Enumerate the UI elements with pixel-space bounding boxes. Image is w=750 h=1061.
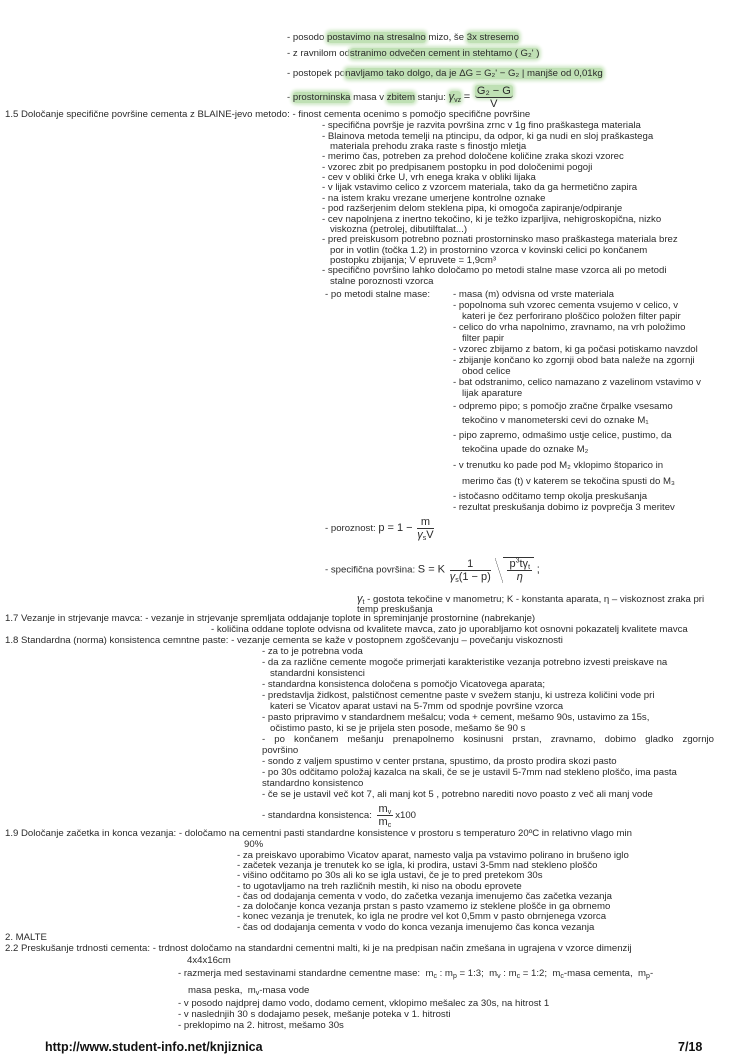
list-item: - preklopimo na 2. hitrost, mešamo 30s bbox=[178, 1020, 344, 1031]
formula-text: ; bbox=[536, 563, 540, 576]
list-item: - sondo z valjem spustimo v center prstana, spustimo, da prosto prodira skozi pasto bbox=[262, 756, 617, 767]
list-item: tekočino v manometerski cevi do oznake M₁ bbox=[462, 415, 649, 426]
formula-text: x100 bbox=[395, 810, 417, 822]
formula-subscript: t bbox=[362, 599, 365, 606]
formula-subscript: v bbox=[497, 973, 501, 980]
heading-text: 2.2 Preskušanje trdnosti cementa: bbox=[5, 943, 151, 954]
list-item: očistimo pasto, ki se je prijela sten posode, mešamo še 90 s bbox=[270, 723, 526, 734]
list-item: - specifično površino lahko določamo po metodi stalne mase vzorca ali po metodi bbox=[322, 265, 667, 277]
formula-subscript: s bbox=[455, 576, 459, 584]
list-item: - istočasno odčitamo temp okolja preskušanja bbox=[453, 491, 648, 502]
formula-lhs: p = 1 − bbox=[378, 522, 413, 535]
list-item: - vzorec zbijamo z batom, ki ga počasi potiskamo navzdol bbox=[453, 344, 698, 355]
ratio-label: - razmerja med sestavinami standardne cementne mase: bbox=[178, 968, 421, 979]
list-item: - za to je potrebna voda bbox=[262, 646, 363, 657]
list-item: standardni konsistenci bbox=[270, 668, 365, 679]
formula-text: -masa vode bbox=[259, 985, 310, 996]
list-item: merimo čas (t) v katerem se tekočina spusti do M₃ bbox=[462, 476, 675, 487]
list-item: površino bbox=[262, 745, 299, 756]
list-item: materiala prehodu zraka raste s finostjo mletja bbox=[330, 141, 527, 153]
formula-text: p bbox=[509, 558, 516, 570]
list-item: - v naslednjih 30 s dodajamo pesek, mešanje poteka v 1. hitrosti bbox=[178, 1009, 451, 1020]
formula-label: - poroznost: bbox=[325, 523, 376, 535]
text-line bbox=[287, 69, 603, 79]
section-heading-1-7 bbox=[5, 614, 535, 624]
list-item: - zbijanje končano ko zgornji obod bata naleže na zgornji bbox=[453, 355, 695, 366]
text-segment: - posodo bbox=[287, 32, 328, 43]
text-segment: masa v bbox=[350, 92, 387, 104]
list-item: - cev v obliki črke U, vrh enega kraka v obliki lijaka bbox=[322, 172, 536, 184]
list-item: - če se je ustavil več kot 7, ali manj kot 5 , potrebno narediti novo poasto z več ali manj vode bbox=[262, 789, 653, 800]
highlighted-text: 3x stresemo bbox=[466, 32, 519, 43]
section-heading-2-2 bbox=[5, 944, 632, 954]
text-line bbox=[287, 33, 519, 43]
list-item: - določamo na cementni pasti standardne konsistence v prostoru s temperaturo 20ºC in relativno vlago min bbox=[178, 828, 632, 839]
formula-subscript: v bbox=[387, 809, 392, 816]
formula-subscript: c bbox=[560, 973, 564, 980]
list-item: - v lijak vstavimo celico z vzorcem materiala, tako da ga hermetično zapira bbox=[322, 182, 638, 194]
text-segment: mizo, še bbox=[425, 32, 467, 43]
list-item: - cev napolnjena z inertno tekočino, ki je težko izparljiva, nehigroskopična, nizko bbox=[322, 213, 662, 225]
formula-text: -masa cementa, bbox=[563, 968, 633, 979]
list-item: - vezanje in strjevanje spremljata oddajanje toplote in spreminjanje prostornine (nabrekanje) bbox=[145, 613, 536, 624]
list-item: viskozna (petrolej, dibutilftalat...) bbox=[330, 223, 468, 235]
text-segment: - bbox=[287, 92, 293, 104]
list-item: - standardna konsistenca določena s pomočjo Vicatovega aparata; bbox=[262, 679, 546, 690]
porosity-formula bbox=[325, 516, 436, 541]
formula-symbol: γ bbox=[448, 91, 455, 104]
list-item: - čas od dodajanja cementa v vodo, do začetka vezanja imenujemo čas začetka vezanja bbox=[237, 890, 612, 902]
highlighted-text: navljamo tako dolgo, da je ΔG = G₂' − G₂ | manjše od 0,01kg bbox=[345, 68, 603, 79]
formula-text: : m bbox=[500, 968, 517, 979]
list-item: - vzorec zbit po predpisanem postopku in pod določenimi pogoji bbox=[322, 161, 593, 173]
formula-subscript: p bbox=[452, 973, 457, 980]
list-item: - začetek vezanja je trenutek ko se igla, ki prodira, ustavi 3-5mm nad stekleno ploščo bbox=[237, 859, 598, 871]
list-item: stalne poroznosti vzorca bbox=[330, 275, 434, 287]
source-url-link[interactable]: http://www.student-info.net/knjiznica bbox=[45, 1040, 263, 1054]
chapter-heading: 2. MALTE bbox=[5, 932, 47, 943]
list-item: filter papir bbox=[462, 333, 505, 344]
formula-denominator bbox=[417, 529, 433, 541]
list-item: - odpremo pipo; s pomočjo zračne črpalke vsesamo bbox=[453, 401, 673, 412]
formula-numerator: G₂ − G bbox=[476, 85, 511, 97]
list-item: - pipo zapremo, odmašimo ustje celice, pustimo, da bbox=[453, 430, 672, 441]
formula-subscript: v bbox=[255, 990, 260, 997]
list-item: - na istem kraku vrezane umerjene kontrolne oznake bbox=[322, 192, 546, 204]
list-item: - celico do vrha napolnimo, zravnamo, na vrh položimo bbox=[453, 322, 686, 333]
formula-label: - specifična površina: bbox=[325, 564, 416, 576]
list-item: - bat odstranimo, celico namazano z vazelinom vstavimo v bbox=[453, 377, 701, 388]
list-item: - specifična površje je razvita površina zrnc v 1g fino praškastega materiala bbox=[322, 120, 641, 132]
method-label: - po metodi stalne mase: bbox=[325, 289, 431, 300]
formula-subscript: p bbox=[646, 973, 650, 980]
formula-text: tγ bbox=[519, 558, 529, 570]
list-item: - pod razšerjenim delom steklena pipa, ki omogoča zapiranje/odpiranje bbox=[322, 203, 623, 215]
formula-equals: = bbox=[463, 91, 471, 104]
formula-subscript: s bbox=[422, 535, 427, 542]
formula-text: = 1:2; bbox=[520, 968, 548, 979]
square-root bbox=[503, 557, 534, 583]
formula-symbol: γ bbox=[417, 529, 423, 541]
list-item: - konec vezanja je trenutek, ko igla ne prodre vel kot 0,5mm v pasto obrnjenega vzorca bbox=[237, 911, 607, 923]
list-item: - pred preiskusom potrebno poznati prostorninsko maso praškastega materiala brez bbox=[322, 234, 678, 246]
list-item: - čas od dodajanja cementa v vodo do konca vezanja imenujemo čas konca vezanja bbox=[237, 921, 595, 933]
highlighted-text: prostorninska bbox=[292, 92, 351, 104]
formula-subscript: vz bbox=[454, 97, 462, 105]
list-item: - predstavlja židkost, palstičnost cementne paste v svežem stanju, ki ustreza količini vode pri bbox=[262, 690, 655, 701]
section-heading-1-8 bbox=[5, 636, 563, 646]
heading-text: 1.9 Določanje začetka in konca vezanja: bbox=[5, 828, 177, 839]
ratio-line-continued bbox=[188, 986, 309, 996]
list-item: - da za različne cemente mogoče primerjati karakteristike vezanja potrebno izvesti preiskave na bbox=[262, 657, 668, 668]
formula-text: masa peska, bbox=[188, 985, 243, 996]
formula-subscript: c bbox=[516, 973, 521, 980]
list-item: - masa (m) odvisna od vrste materiala bbox=[453, 289, 615, 300]
list-item: - popolnoma suh vzorec cementa vsujemo v celico, v bbox=[453, 300, 679, 311]
heading-text: 1.5 Določanje specifične površine cementa z BLAINE-jevo metodo: bbox=[5, 109, 290, 120]
formula-text: m bbox=[489, 968, 498, 979]
highlighted-text: zbitem bbox=[386, 92, 415, 104]
list-item: - vezanje cementa se kaže v postopnem zgoščevanju – povečanju viskoznosti bbox=[231, 635, 563, 646]
consistency-formula bbox=[262, 803, 416, 828]
formula-symbol: γ bbox=[357, 593, 363, 605]
ratio-line bbox=[178, 969, 653, 979]
list-item: - količina oddane toplote odvisna od kvalitete mavca, zato jo uporabljamo kot osnovni pokazatelj kvalitete mavca bbox=[211, 624, 688, 635]
formula-text: = 1:3; bbox=[456, 968, 484, 979]
highlighted-text: postavimo na stresalno bbox=[327, 32, 426, 43]
list-item: lijak aparature bbox=[462, 388, 523, 399]
highlighted-text: stranimo odvečen cement in stehtamo ( G₂' ) bbox=[349, 48, 540, 59]
legend-line: temp preskušanja bbox=[357, 604, 433, 615]
formula-subscript: t bbox=[528, 564, 531, 571]
list-item: - v posodo najdprej damo vodo, dodamo cement, vklopimo mešalec za 30s, na hitrost 1 bbox=[178, 998, 550, 1009]
formula-label: - standardna konsistenca: bbox=[262, 810, 372, 822]
formula-text: (1 − p) bbox=[458, 570, 491, 583]
formula-text: m bbox=[552, 968, 561, 979]
formula-text: V bbox=[426, 529, 434, 541]
list-item: 90% bbox=[244, 839, 264, 851]
surface-formula bbox=[325, 557, 540, 583]
list-item: kateri se Vicatov aparat ustavi na 5-7mm od spodnje površine vzorca bbox=[270, 701, 564, 712]
list-item: 4x4x16cm bbox=[187, 955, 231, 966]
page-number: 7/18 bbox=[678, 1040, 703, 1054]
formula-text: m bbox=[638, 968, 647, 979]
list-item: - višino odčitamo po 30s ali ko se igla ustavi, če je to pred pretekom 30s bbox=[237, 870, 543, 882]
formula-text: m bbox=[378, 816, 388, 828]
formula-subscript: c bbox=[433, 973, 437, 980]
formula-text: m bbox=[378, 803, 388, 815]
formula-symbol: γ bbox=[449, 570, 456, 583]
list-item: - to ugotavljamo na treh različnih mestih, ki niso na obodu eprovete bbox=[237, 880, 522, 892]
list-item: - za določanje konca vezanja prstan s pasto vzamemo iz steklene plošče in ga obrnemo bbox=[237, 901, 611, 913]
list-item: - pasto pripravimo v standardnem mešalcu; voda + cement, mešamo 90s, ustavimo za 15s, bbox=[262, 712, 650, 723]
formula-text: m bbox=[247, 985, 256, 996]
list-item: por in votlin (točka 1.2) in prostornino vzorca v kovinski celici po končanem bbox=[330, 244, 648, 256]
list-item: - finost cementa ocenimo s pomočjo specifične površine bbox=[292, 109, 531, 120]
heading-text: 1.8 Standardna (norma) konsistenca cemntne paste: bbox=[5, 635, 229, 646]
list-item: - v trenutku ko pade pod M₂ vklopimo štoparico in bbox=[453, 460, 664, 471]
formula-exponent: 3 bbox=[515, 557, 520, 565]
text-segment: - postopek po bbox=[287, 68, 346, 79]
formula-text: : m bbox=[436, 968, 453, 979]
list-item: - merimo čas, potreben za prehod določene količine zraka skozi vzorec bbox=[322, 151, 624, 163]
list-item: - za preiskavo uporabimo Vicatov aparat, namesto valja pa vstavimo polirano in brušeno iglo bbox=[237, 849, 629, 861]
text-segment: - z ravnilom od bbox=[287, 48, 350, 59]
density-formula bbox=[287, 85, 515, 110]
section-heading-1-5 bbox=[5, 110, 530, 120]
list-item: postopku zbijanja; V epruvete = 1,9cm³ bbox=[330, 254, 497, 266]
formula-numerator: 1 bbox=[450, 558, 491, 571]
text-segment: stanju: bbox=[415, 92, 446, 104]
formula-denominator bbox=[450, 571, 491, 583]
formula-denominator: V bbox=[490, 98, 498, 110]
list-item: - po končanem mešanju prenapolnemo kosinusni prstan, zravnamo, dobimo gladko zgornjo bbox=[262, 734, 714, 745]
list-item: tekočina upade do oznake M₂ bbox=[462, 444, 589, 455]
formula-numerator: m bbox=[417, 516, 433, 529]
formula-text: m bbox=[425, 968, 434, 979]
heading-text: 1.7 Vezanje in strjevanje mavca: bbox=[5, 613, 143, 624]
formula-subscript: c bbox=[387, 822, 392, 829]
list-item: kateri je čez perforirano ploščico položen filter papir bbox=[462, 311, 681, 322]
list-item: - rezultat preskušanja dobimo iz povprečja 3 meritev bbox=[453, 502, 675, 513]
legend-text: - gostota tekočine v manometru; K - konstanta aparata, η – viskoznost zraka pri bbox=[367, 594, 705, 605]
formula-lhs: S = K bbox=[417, 563, 446, 576]
list-item: - Blainova metoda temelji na ptincipu, da odpor, ki ga nudi en sloj praškastega bbox=[322, 130, 654, 142]
section-heading-1-9 bbox=[5, 829, 632, 839]
text-line bbox=[287, 49, 539, 59]
list-item: standardno konsistenco bbox=[262, 778, 364, 789]
list-item: - po 30s odčitamo položaj kazalca na skali, če se je ustavil 5-7mm nad stekleno ploščo, ima pasta bbox=[262, 767, 677, 778]
formula-symbol: η bbox=[516, 571, 523, 583]
list-item: obod celice bbox=[462, 366, 511, 377]
list-item: - trdnost določamo na standardni cementni malti, ki je na predpisan način zmešana in ugrajena v vzorce dimenzij bbox=[152, 943, 632, 954]
formula-text: - bbox=[649, 968, 654, 979]
